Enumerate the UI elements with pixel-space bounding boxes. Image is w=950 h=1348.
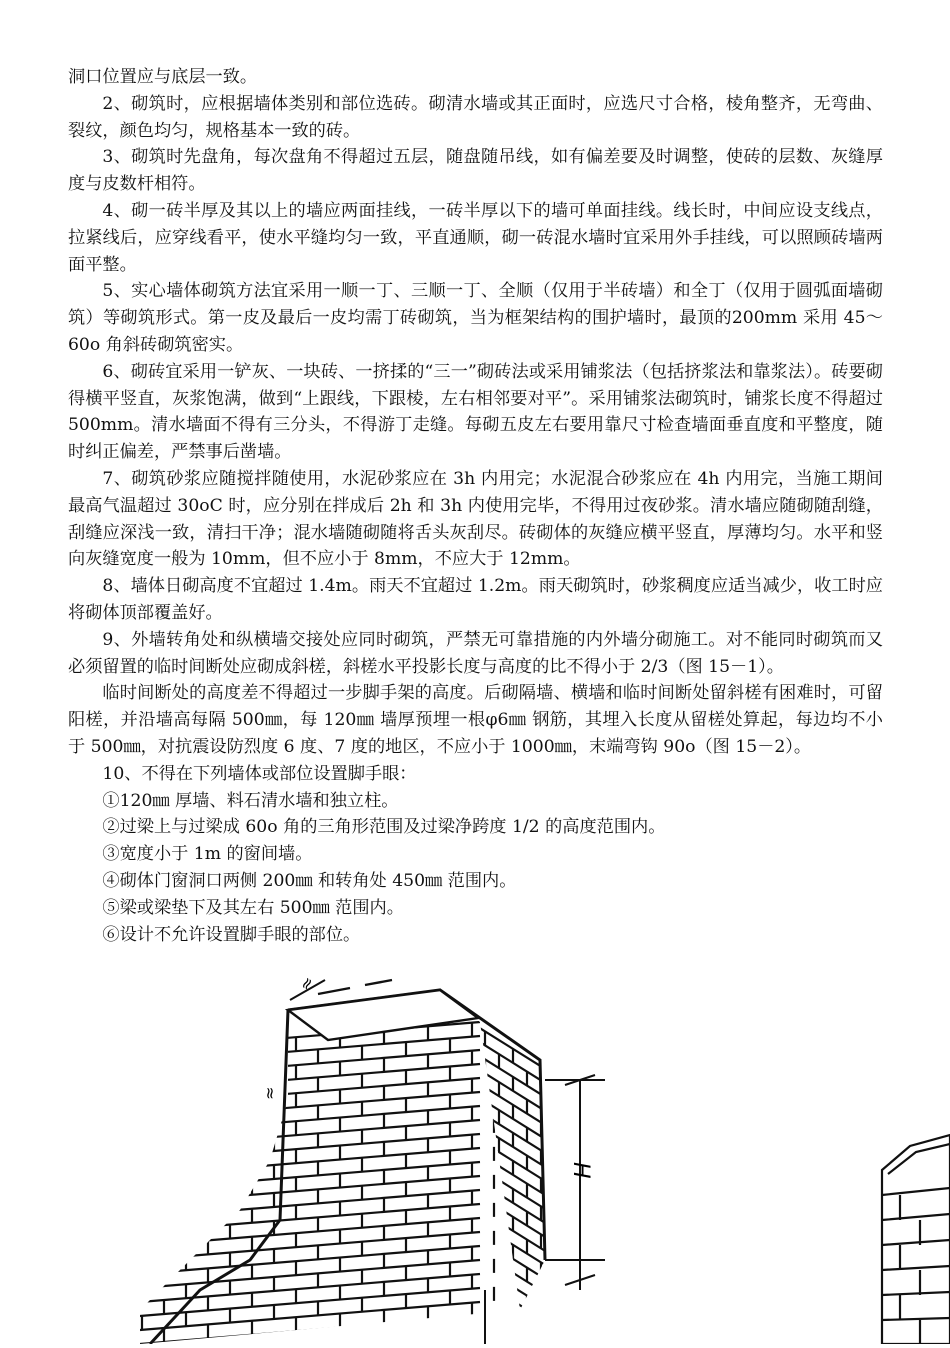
side-course-line xyxy=(470,1176,550,1226)
paragraph-5: 5、实心墙体砌筑方法宜采用一顺一丁、三顺一丁、全顺（仅用于半砖墙）和全丁（仅用于圆弧面墙砌筑）等砌筑形式。第一皮及最后一皮均需丁砖砌筑，当为框架结构的围护墙时，最顶的200mm 采用 45～60o 角斜砖砌筑密实。 xyxy=(68,281,883,355)
paragraph-10: 临时间断处的高度差不得超过一步脚手架的高度。后砌隔墙、横墙和临时间断处留斜槎有困难时，可留阳槎，并沿墙高每隔 500㎜，每 120㎜ 墙厚预埋一根φ6㎜ 钢筋，其埋入长度从留槎处算起，每边均不小于 500㎜，对抗震设防烈度 6 度、7 度的地区，不应小于 1000㎜，末端弯钩 90o（图 15－2）。 xyxy=(68,683,883,757)
paragraph-7: 7、砌筑砂浆应随搅拌随使用，水泥砂浆应在 3h 内用完；水泥混合砂浆应在 4h 内用完，当施工期间最高气温超过 30oC 时，应分别在拌成后 2h 和 3h 内使用完毕，不得用过夜砂浆。清水墙应随砌随刮缝，刮缝应深浅一致，清扫干净；混水墙随砌随将舌头灰刮尽。砖砌体的灰缝应横平竖直，厚薄均匀。水平和竖向灰缝宽度一般为 10mm，但不应小于 8mm，不应大于 12mm。 xyxy=(68,468,883,570)
list-item-5: ⑤梁或梁垫下及其左右 500㎜ 范围内。 xyxy=(102,897,404,918)
side-course-line xyxy=(470,1120,550,1170)
wall-top-face xyxy=(288,980,478,1040)
side-course-line xyxy=(470,1190,550,1240)
list-item-6: ⑥设计不允许设置脚手眼的部位。 xyxy=(102,924,361,945)
side-course-line xyxy=(470,1106,550,1156)
side-course-line xyxy=(470,1092,550,1142)
second-wall-fragment xyxy=(882,1135,950,1344)
brick-wall-drawing xyxy=(140,960,950,1344)
paragraph-9: 9、外墙转角处和纵横墙交接处应同时砌筑，严禁无可靠措施的内外墙分砌施工。对不能同时砌筑而又必须留置的临时间断处应砌成斜槎，斜槎水平投影长度与高度的比不得小于 2/3（图 15－1）。 xyxy=(68,629,883,677)
brick-wall-figure xyxy=(140,960,950,1344)
list-item-2: ②过梁上与过梁成 60o 角的三角形范围及过梁净跨度 1/2 的高度范围内。 xyxy=(102,817,666,838)
side-course-line xyxy=(470,1246,550,1296)
list-item-4: ④砌体门窗洞口两侧 200㎜ 和转角处 450㎜ 范围内。 xyxy=(102,870,517,891)
side-course-line xyxy=(470,1204,550,1254)
height-dimension-label: H xyxy=(568,1162,593,1179)
brick-course-line xyxy=(140,1316,480,1344)
brick-course-line xyxy=(140,1330,480,1344)
paragraph-6: 6、砌砖宜采用一铲灰、一块砖、一挤揉的“三一”砌砖法或采用铺浆法（包括挤浆法和靠浆法）。砖要砌得横平竖直，灰浆饱满，做到“上跟线，下跟棱，左右相邻要对平”。采用铺浆法砌筑时，铺浆长度不得超过 500mm。清水墙面不得有三分头，不得游丁走缝。每砌五皮左右要用靠尺寸检查墙面垂直度和平整度，随时纠正偏差，严禁事后凿墙。 xyxy=(68,361,883,463)
side-course-line xyxy=(470,1036,550,1086)
paragraph-1: 洞口位置应与底层一致。 xyxy=(68,67,258,87)
body-text xyxy=(68,64,883,948)
side-course-line xyxy=(470,1064,550,1114)
side-course-line xyxy=(470,1260,550,1310)
side-course-line xyxy=(470,1232,550,1282)
side-course-line xyxy=(470,1162,550,1212)
side-course-line xyxy=(470,1078,550,1128)
paragraph-8: 8、墙体日砌高度不宜超过 1.4m。雨天不宜超过 1.2m。雨天砌筑时，砂浆稠度应适当减少，收工时应将砌体顶部覆盖好。 xyxy=(68,576,883,623)
wall-side-face xyxy=(470,1022,550,1338)
list-item-3: ③宽度小于 1m 的窗间墙。 xyxy=(102,844,313,865)
side-course-line xyxy=(470,1218,550,1268)
paragraph-4: 4、砌一砖半厚及其以上的墙应两面挂线，一砖半厚以下的墙可单面挂线。线长时，中间应设支线点，拉紧线后，应穿线看平，使水平缝均匀一致，平直通顺，砌一砖混水墙时宜采用外手挂线，可以照顾砖墙两面平整。 xyxy=(68,200,883,275)
paragraph-2: 2、砌筑时，应根据墙体类别和部位选砖。砌清水墙或其正面时，应选尺寸合格，棱角整齐，无弯曲、裂纹，颜色均匀，规格基本一致的砖。 xyxy=(68,93,883,141)
break-mark-left: ≈ xyxy=(260,1086,279,1100)
paragraph-11: 10、不得在下列墙体或部位设置脚手眼： xyxy=(102,763,417,784)
paragraph-3: 3、砌筑时先盘角，每次盘角不得超过五层，随盘随吊线，如有偏差要及时调整，使砖的层数、灰缝厚度与皮数杆相符。 xyxy=(68,147,883,195)
side-course-line xyxy=(470,1148,550,1198)
side-course-line xyxy=(470,1022,550,1072)
side-course-line xyxy=(470,1274,550,1324)
break-mark-top: ≈ xyxy=(295,972,319,994)
list-item-1: ①120㎜ 厚墙、料石清水墙和独立柱。 xyxy=(102,790,399,811)
side-course-line xyxy=(470,1134,550,1184)
side-course-line xyxy=(470,1288,550,1338)
